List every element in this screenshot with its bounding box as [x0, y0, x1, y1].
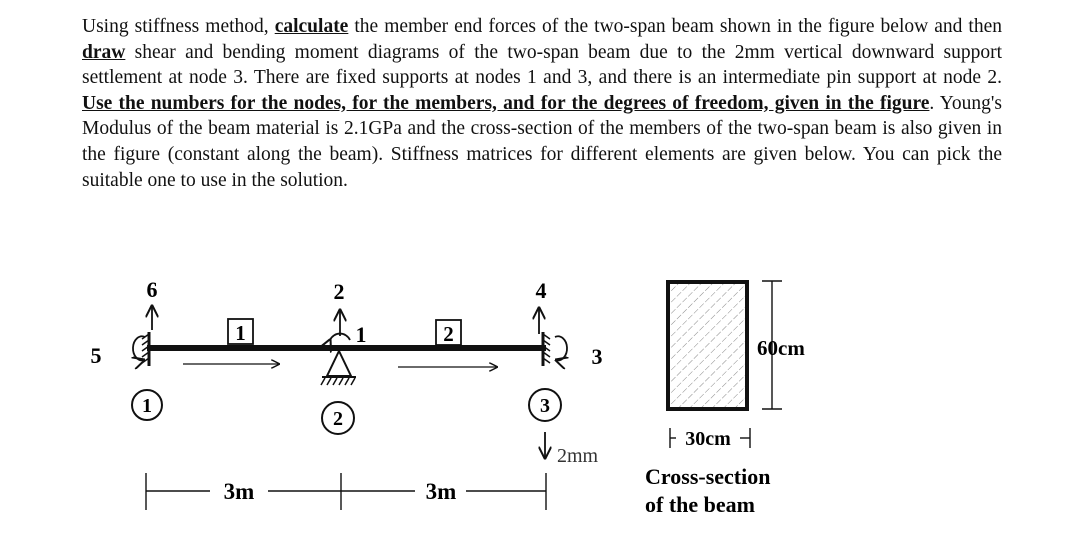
node-3-label: 3 [540, 395, 550, 417]
emphasis-draw: draw [82, 41, 126, 63]
member-1-label: 1 [235, 321, 246, 345]
span-1-label: 3m [223, 479, 255, 504]
problem-text-2: the member end forces of the two-span beam shown in the figure below and then [348, 16, 1002, 37]
dof-2-label: 2 [333, 279, 345, 304]
node-1-label: 1 [142, 395, 152, 417]
section-height-label: 60cm [757, 336, 805, 360]
pin-support-node-2 [321, 351, 356, 385]
emphasis-calculate: calculate [274, 16, 349, 37]
beam-member [147, 345, 546, 351]
dof-6-label: 6 [146, 277, 158, 302]
emphasis-numbering-instruction: Use the numbers for the nodes, for the members, and for the degrees of freedom, given in the figure [82, 92, 930, 114]
problem-text-4: . Young's Modulus of the beam material is 2.1GPa and the cross-section of the members of the two-span beam is also given in the figure (constant along the beam). Stiffness matrices for different elements are given below. You can pick the suitable one to use in the solution. [82, 92, 1002, 191]
node-2-label: 2 [333, 408, 343, 430]
member-2-label: 2 [443, 322, 454, 346]
cross-section-rectangle [668, 282, 747, 409]
section-caption-line-2: of the beam [645, 492, 755, 517]
dof-3-label: 3 [591, 344, 603, 369]
problem-text-3: shear and bending moment diagrams of the two-span beam due to the 2mm vertical downward support settlement at node 3. There are fixed supports at nodes 1 and 3, and there is an intermediate pin support at node 2. [82, 41, 1002, 89]
dof-5-label: 5 [90, 343, 102, 368]
fixed-support-node-3 [543, 332, 550, 366]
settlement-label: 2mm [557, 445, 599, 467]
section-caption-line-1: Cross-section [645, 464, 771, 489]
dof-3-rotation-icon [555, 336, 567, 360]
problem-text-1: Using stiffness method, [82, 16, 275, 37]
span-dimension-line [146, 473, 546, 510]
dof-4-label: 4 [535, 278, 547, 303]
span-2-label: 3m [425, 479, 457, 504]
section-width-label: 30cm [685, 428, 731, 450]
dof-1-label: 1 [355, 322, 367, 347]
